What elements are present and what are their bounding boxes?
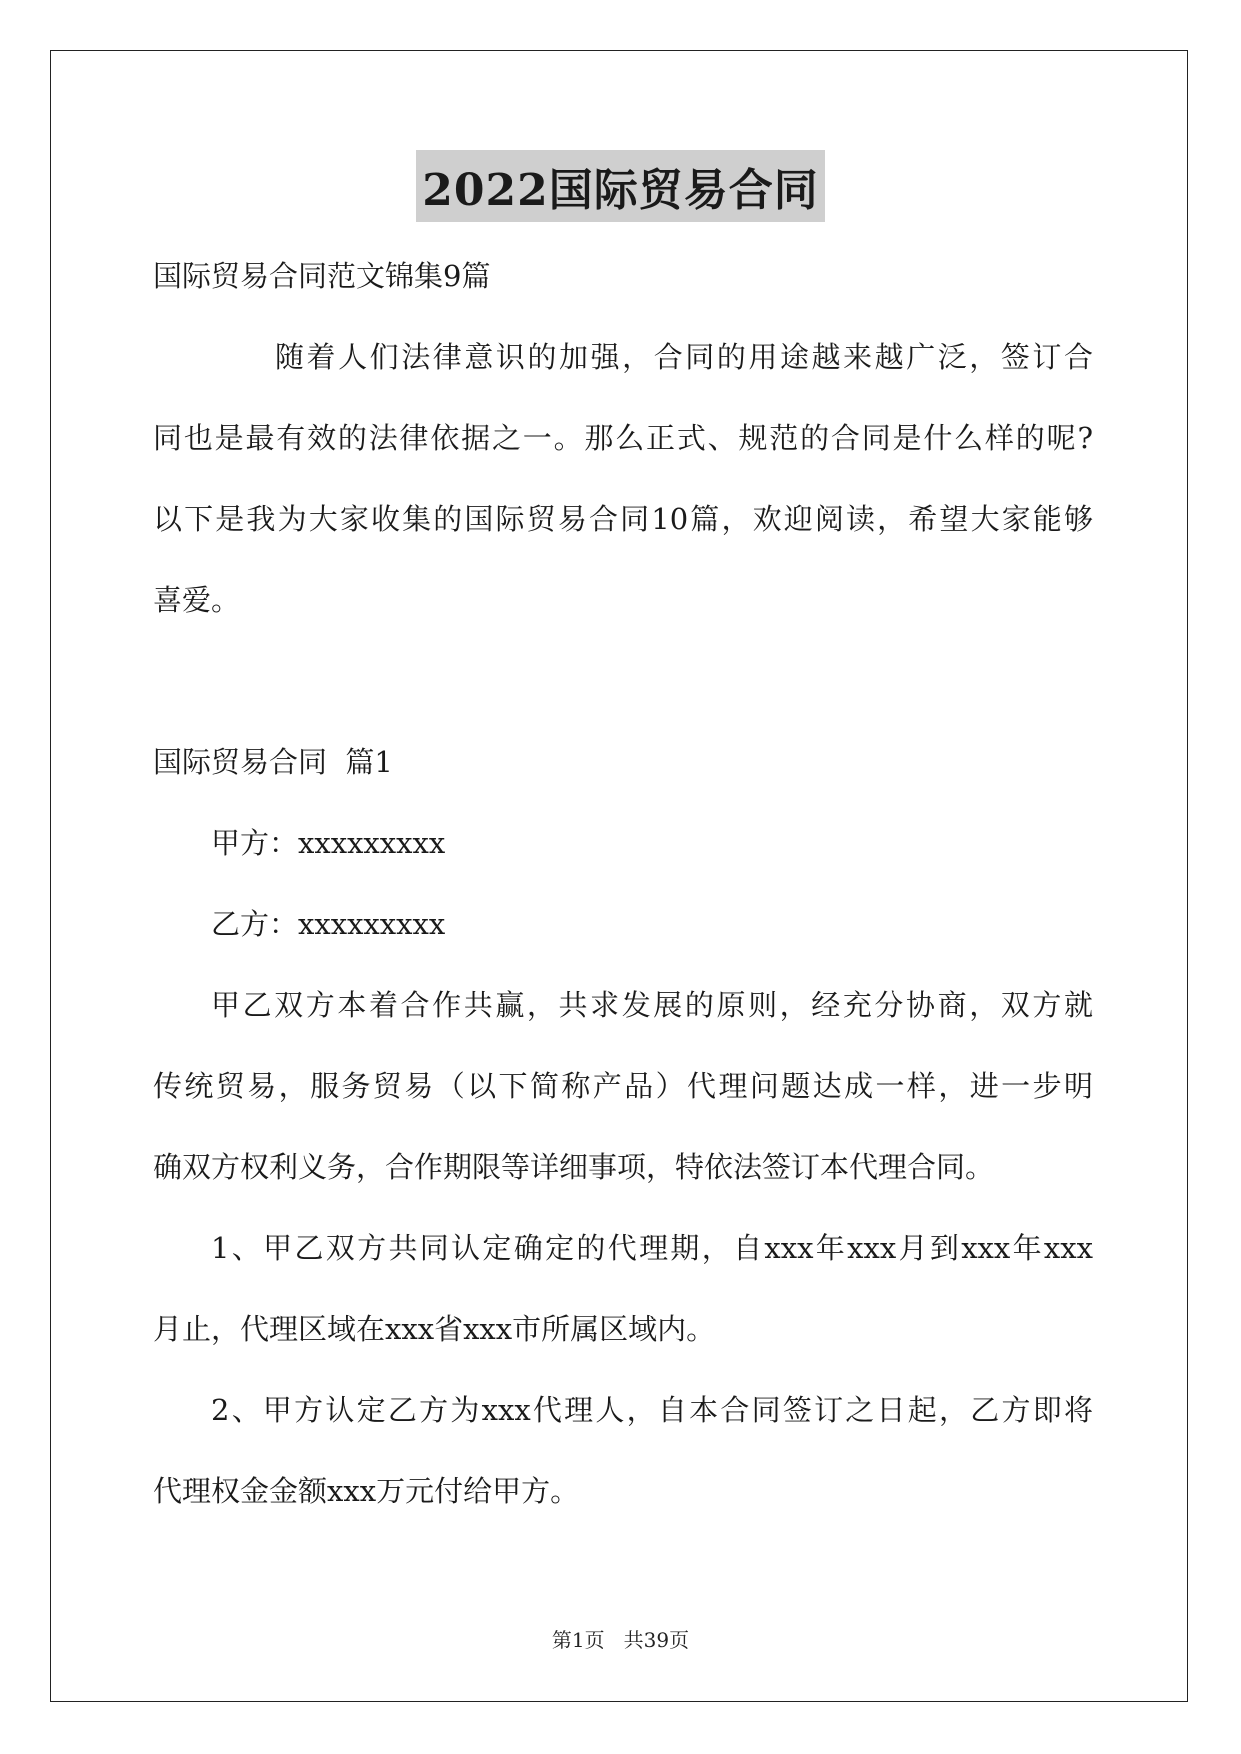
document-subtitle: 国际贸易合同范文锦集9篇 xyxy=(153,259,491,293)
paragraph-line: 甲乙双方本着合作共赢，共求发展的原则，经充分协商，双方就 xyxy=(211,988,1093,1022)
intro-line: 同也是最有效的法律依据之一。那么正式、规范的合同是什么样的呢? xyxy=(153,421,1093,455)
intro-line: 随着人们法律意识的加强，合同的用途越来越广泛，签订合 xyxy=(275,340,1093,374)
intro-line: 喜爱。 xyxy=(153,583,241,617)
title-container xyxy=(0,150,1241,222)
intro-line: 以下是我为大家收集的国际贸易合同10篇，欢迎阅读，希望大家能够 xyxy=(153,502,1093,536)
page-footer: 第1页 共39页 xyxy=(551,1628,690,1652)
clause-2-line: 2、甲方认定乙方为xxx代理人，自本合同签订之日起，乙方即将 xyxy=(211,1393,1093,1427)
document-title: 2022国际贸易合同 xyxy=(416,150,824,222)
party-b-line: 乙方：xxxxxxxxx xyxy=(211,907,446,941)
clause-2-line: 代理权金金额xxx万元付给甲方。 xyxy=(153,1474,580,1508)
section-heading: 国际贸易合同 篇1 xyxy=(153,745,393,779)
spacer xyxy=(153,641,1093,722)
party-a-line: 甲方：xxxxxxxxx xyxy=(211,826,446,860)
paragraph-line: 传统贸易，服务贸易（以下简称产品）代理问题达成一样，进一步明 xyxy=(153,1069,1093,1103)
paragraph-line: 确双方权利义务，合作期限等详细事项，特依法签订本代理合同。 xyxy=(153,1150,995,1184)
clause-1-line: 月止，代理区域在xxx省xxx市所属区域内。 xyxy=(153,1312,716,1346)
document-body xyxy=(153,236,1093,1532)
clause-1-line: 1、甲乙双方共同认定确定的代理期，自xxx年xxx月到xxx年xxx xyxy=(211,1231,1093,1265)
